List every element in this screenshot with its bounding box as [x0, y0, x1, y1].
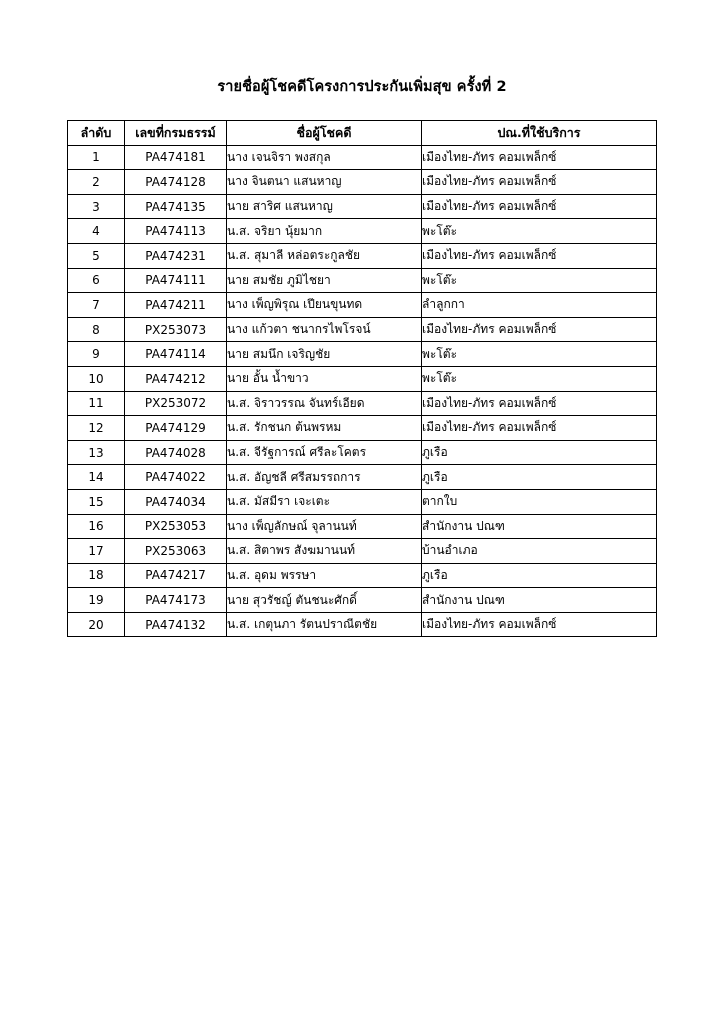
table-row [68, 416, 657, 441]
row-number: 6 [68, 268, 125, 293]
winner-name: นาง จินตนา แสนหาญ [227, 170, 422, 195]
post-office: เมืองไทย-ภัทร คอมเพล็กซ์ [422, 194, 657, 219]
table-header-row [68, 121, 657, 146]
winner-name: น.ส. จีรัฐการณ์ ศรีละโคตร [227, 440, 422, 465]
policy-number: PA474111 [125, 268, 227, 293]
table-row [68, 219, 657, 244]
table-row [68, 612, 657, 637]
table-row [68, 293, 657, 318]
row-number: 3 [68, 194, 125, 219]
policy-number: PA474132 [125, 612, 227, 637]
header-no: ลำดับ [68, 121, 125, 146]
table-row [68, 268, 657, 293]
policy-number: PX253073 [125, 317, 227, 342]
table-row [68, 588, 657, 613]
post-office: ภูเรือ [422, 440, 657, 465]
table-row [68, 563, 657, 588]
policy-number: PA474022 [125, 465, 227, 490]
table-row [68, 170, 657, 195]
policy-number: PA474128 [125, 170, 227, 195]
winner-name: นาย อั้น น้ำขาว [227, 366, 422, 391]
table-row [68, 366, 657, 391]
winner-name: น.ส. มัสมีรา เจะเตะ [227, 489, 422, 514]
row-number: 5 [68, 243, 125, 268]
policy-number: PA474034 [125, 489, 227, 514]
winner-name: น.ส. รักชนก ต้นพรหม [227, 416, 422, 441]
post-office: เมืองไทย-ภัทร คอมเพล็กซ์ [422, 317, 657, 342]
table-row [68, 243, 657, 268]
post-office: ตากใบ [422, 489, 657, 514]
row-number: 10 [68, 366, 125, 391]
post-office: เมืองไทย-ภัทร คอมเพล็กซ์ [422, 612, 657, 637]
winner-name: นาง เจนจิรา พงสกุล [227, 145, 422, 170]
policy-number: PA474231 [125, 243, 227, 268]
policy-number: PA474114 [125, 342, 227, 367]
table-row [68, 342, 657, 367]
winner-name: น.ส. เกตุนภา รัตนปราณีตชัย [227, 612, 422, 637]
table-row [68, 391, 657, 416]
post-office: เมืองไทย-ภัทร คอมเพล็กซ์ [422, 145, 657, 170]
winner-name: นาย สมนึก เจริญชัย [227, 342, 422, 367]
post-office: บ้านอำเภอ [422, 539, 657, 564]
row-number: 2 [68, 170, 125, 195]
post-office: ภูเรือ [422, 563, 657, 588]
row-number: 14 [68, 465, 125, 490]
winner-name: นาย สมชัย ภูมิไชยา [227, 268, 422, 293]
row-number: 17 [68, 539, 125, 564]
winners-table [67, 120, 657, 637]
policy-number: PA474181 [125, 145, 227, 170]
header-name: ชื่อผู้โชคดี [227, 121, 422, 146]
policy-number: PX253072 [125, 391, 227, 416]
row-number: 1 [68, 145, 125, 170]
winner-name: นาง เพ็ญพิรุณ เปียนขุนทด [227, 293, 422, 318]
row-number: 19 [68, 588, 125, 613]
table-row [68, 440, 657, 465]
winner-name: น.ส. อุดม พรรษา [227, 563, 422, 588]
policy-number: PA474173 [125, 588, 227, 613]
row-number: 4 [68, 219, 125, 244]
row-number: 15 [68, 489, 125, 514]
post-office: พะโต๊ะ [422, 366, 657, 391]
policy-number: PA474211 [125, 293, 227, 318]
table-row [68, 465, 657, 490]
winner-name: น.ส. จริยา นุ้ยมาก [227, 219, 422, 244]
winner-name: นาย สาริศ แสนหาญ [227, 194, 422, 219]
row-number: 9 [68, 342, 125, 367]
row-number: 18 [68, 563, 125, 588]
winner-name: น.ส. สิตาพร สังฆมานนท์ [227, 539, 422, 564]
policy-number: PX253063 [125, 539, 227, 564]
post-office: เมืองไทย-ภัทร คอมเพล็กซ์ [422, 416, 657, 441]
post-office: พะโต๊ะ [422, 342, 657, 367]
table-row [68, 514, 657, 539]
winner-name: น.ส. อัญชลี ศรีสมรรถการ [227, 465, 422, 490]
row-number: 13 [68, 440, 125, 465]
post-office: ภูเรือ [422, 465, 657, 490]
row-number: 7 [68, 293, 125, 318]
post-office: เมืองไทย-ภัทร คอมเพล็กซ์ [422, 391, 657, 416]
winner-name: นาง เพ็ญลักษณ์ จุลานนท์ [227, 514, 422, 539]
post-office: สำนักงาน ปณฑ [422, 588, 657, 613]
table-row [68, 145, 657, 170]
policy-number: PA474129 [125, 416, 227, 441]
row-number: 12 [68, 416, 125, 441]
table-row [68, 489, 657, 514]
row-number: 16 [68, 514, 125, 539]
policy-number: PA474113 [125, 219, 227, 244]
header-policy: เลขที่กรมธรรม์ [125, 121, 227, 146]
post-office: พะโต๊ะ [422, 219, 657, 244]
table-row [68, 317, 657, 342]
document-title: รายชื่อผู้โชคดีโครงการประกันเพิ่มสุข ครั้งที่ 2 [217, 79, 507, 95]
policy-number: PA474212 [125, 366, 227, 391]
header-place: ปณ.ที่ใช้บริการ [422, 121, 657, 146]
post-office: เมืองไทย-ภัทร คอมเพล็กซ์ [422, 170, 657, 195]
winner-name: นาง แก้วตา ชนากรไพโรจน์ [227, 317, 422, 342]
table-row [68, 194, 657, 219]
winner-name: นาย สุวรัชญ์ ตันชนะศักดิ์ [227, 588, 422, 613]
row-number: 8 [68, 317, 125, 342]
table-body [68, 145, 657, 637]
post-office: เมืองไทย-ภัทร คอมเพล็กซ์ [422, 243, 657, 268]
policy-number: PA474028 [125, 440, 227, 465]
post-office: สำนักงาน ปณฑ [422, 514, 657, 539]
post-office: ลำลูกกา [422, 293, 657, 318]
winner-name: น.ส. สุมาลี หล่อตระกูลชัย [227, 243, 422, 268]
row-number: 11 [68, 391, 125, 416]
policy-number: PX253053 [125, 514, 227, 539]
policy-number: PA474135 [125, 194, 227, 219]
winner-name: น.ส. จิราวรรณ จันทร์เอียด [227, 391, 422, 416]
table-row [68, 539, 657, 564]
policy-number: PA474217 [125, 563, 227, 588]
post-office: พะโต๊ะ [422, 268, 657, 293]
row-number: 20 [68, 612, 125, 637]
